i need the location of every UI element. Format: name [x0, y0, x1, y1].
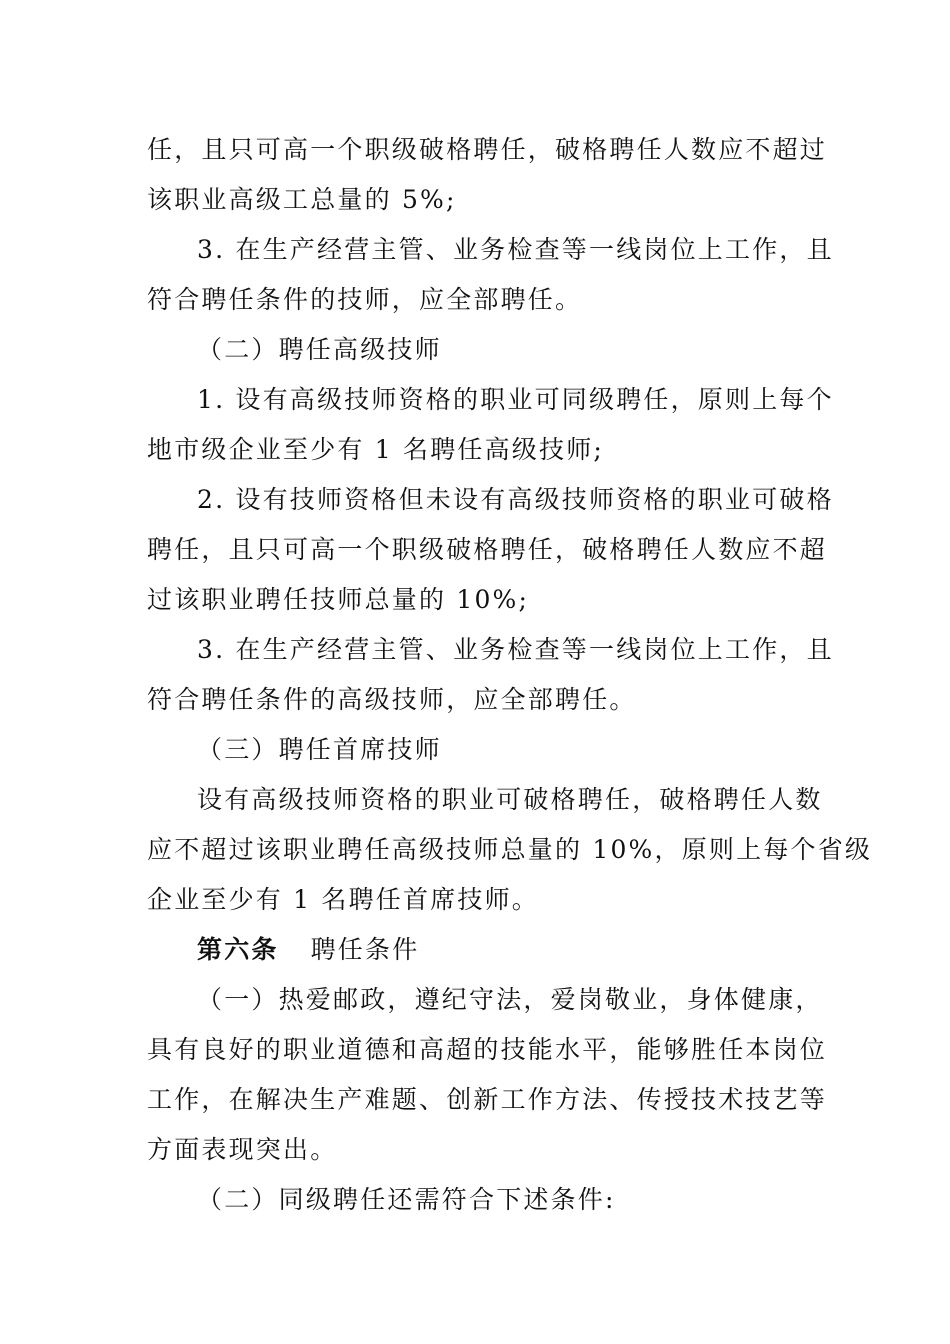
- text-line: 1. 设有高级技师资格的职业可同级聘任，原则上每个: [197, 385, 834, 414]
- text-line: 3. 在生产经营主管、业务检查等一线岗位上工作，且: [197, 635, 834, 664]
- text-line: 3. 在生产经营主管、业务检查等一线岗位上工作，且: [197, 235, 834, 264]
- article-number: 第六条: [197, 935, 279, 964]
- text-line: 任，且只可高一个职级破格聘任，破格聘任人数应不超过: [147, 135, 828, 164]
- text-line: 方面表现突出。: [147, 1135, 338, 1164]
- text-line: 设有高级技师资格的职业可破格聘任，破格聘任人数: [197, 785, 823, 814]
- section-heading: （三）聘任首席技师: [197, 735, 442, 764]
- text-line: 符合聘任条件的技师，应全部聘任。: [147, 285, 583, 314]
- text-line: 聘任，且只可高一个职级破格聘任，破格聘任人数应不超: [147, 535, 828, 564]
- text-line: 该职业高级工总量的 5%;: [147, 185, 457, 214]
- text-line: 2. 设有技师资格但未设有高级技师资格的职业可破格: [197, 485, 834, 514]
- text-line: 具有良好的职业道德和高超的技能水平，能够胜任本岗位: [147, 1035, 828, 1064]
- text-line: 符合聘任条件的高级技师，应全部聘任。: [147, 685, 637, 714]
- text-line: （一）热爱邮政，遵纪守法，爱岗敬业，身体健康，: [197, 985, 823, 1014]
- text-line: 过该职业聘任技师总量的 10%;: [147, 585, 530, 614]
- text-line: （二）同级聘任还需符合下述条件:: [197, 1185, 616, 1214]
- article-title: 聘任条件: [310, 935, 420, 964]
- text-line: 工作，在解决生产难题、创新工作方法、传授技术技艺等: [147, 1085, 828, 1114]
- text-line: 企业至少有 1 名聘任首席技师。: [147, 885, 540, 914]
- text-line: 地市级企业至少有 1 名聘任高级技师;: [147, 435, 605, 464]
- section-heading: （二）聘任高级技师: [197, 335, 442, 364]
- article-heading: [197, 935, 419, 965]
- text-line: 应不超过该职业聘任高级技师总量的 10%，原则上每个省级: [147, 835, 873, 864]
